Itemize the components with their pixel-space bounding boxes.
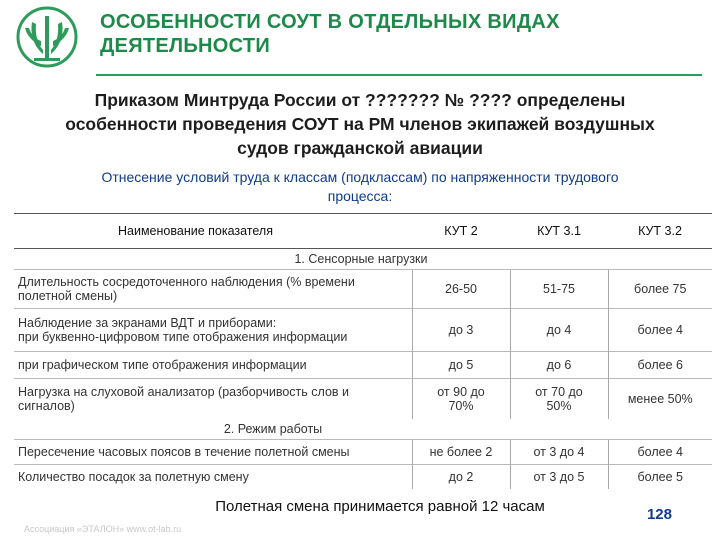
indicator-name [14,270,412,309]
table-row [14,352,712,379]
section-label-sensory: 1. Сенсорные нагрузки [294,252,428,266]
column-header-kut32: КУТ 3.2 [608,214,712,249]
cell-kut31: до 6 [510,352,608,379]
cell-kut32: более 75 [608,270,712,309]
section-heading-line: Отнесение условий труда к классам (подклассам) по напряженности трудового [101,169,619,185]
section-heading-line: процесса: [327,188,393,204]
table-row [14,465,712,490]
column-header-indicator: Наименование показателя [14,214,412,249]
cell-kut31: 51-75 [510,270,608,309]
indicator-name-line: Длительность сосредоточенного наблюдения (% времени [18,275,355,289]
cell-kut32: менее 50% [608,379,712,420]
indicator-name: при графическом типе отображения информации [14,352,412,379]
cell-kut2 [412,379,510,420]
indicator-name-line: Нагрузка на слуховой анализатор (разборчивость слов и [18,385,349,399]
cell-kut31: до 4 [510,309,608,352]
cell-kut2: 26-50 [412,270,510,309]
indicator-name: Количество посадок за полетную смену [14,465,412,490]
cell-kut2: до 5 [412,352,510,379]
classification-table [14,213,712,489]
indicator-name-line: сигналов) [18,399,75,413]
page-title [100,10,700,58]
section-label-work-mode: 2. Режим работы [223,422,323,436]
page-title-line: ОСОБЕННОСТИ СОУТ В ОТДЕЛЬНЫХ ВИДАХ [100,11,560,33]
cell-kut32: более 4 [608,309,712,352]
cell-kut32: более 5 [608,465,712,490]
organization-logo-icon [16,6,78,68]
subtitle-line: Приказом Минтруда России от ??????? № ???? определены [94,90,626,110]
table-section-row [14,419,712,440]
cell-kut2: не более 2 [412,440,510,465]
cell-kut32: более 4 [608,440,712,465]
cell-kut2: до 2 [412,465,510,490]
cell-value-line: 50% [546,399,572,413]
indicator-name-line: полетной смены) [18,289,118,303]
order-subtitle [10,88,710,160]
indicator-name: Пересечение часовых поясов в течение полетной смены [14,440,412,465]
subtitle-line: судов гражданской авиации [237,138,483,158]
cell-kut31: от 3 до 5 [510,465,608,490]
cell-kut31 [510,379,608,420]
indicator-name [14,379,412,420]
table-row [14,379,712,420]
cell-value-line: от 90 до [437,385,485,399]
footer-note: Полетная смена принимается равной 12 часам [215,498,545,515]
column-header-kut2: КУТ 2 [412,214,510,249]
column-header-kut31: КУТ 3.1 [510,214,608,249]
indicator-name-line: Наблюдение за экранами ВДТ и приборами: [18,316,277,330]
subtitle-line: особенности проведения СОУТ на РМ членов экипажей воздушных [65,114,655,134]
table-row [14,270,712,309]
title-divider [96,74,702,76]
page-number: 128 [646,506,672,523]
table-row [14,309,712,352]
indicator-name-line: при буквенно-цифровом типе отображения информации [18,330,348,344]
table-header-row [14,214,712,249]
cell-value-line: 70% [448,399,474,413]
table-row [14,440,712,465]
cell-kut31: от 3 до 4 [510,440,608,465]
cell-kut2: до 3 [412,309,510,352]
watermark-text: Ассоциация «ЭТАЛОН» www.ot-lab.ru [24,524,182,534]
cell-kut32: более 6 [608,352,712,379]
cell-value-line: от 70 до [535,385,583,399]
table-section-row [14,249,712,270]
indicator-name [14,309,412,352]
section-heading [30,168,690,206]
page-title-line: ДЕЯТЕЛЬНОСТИ [100,35,271,57]
